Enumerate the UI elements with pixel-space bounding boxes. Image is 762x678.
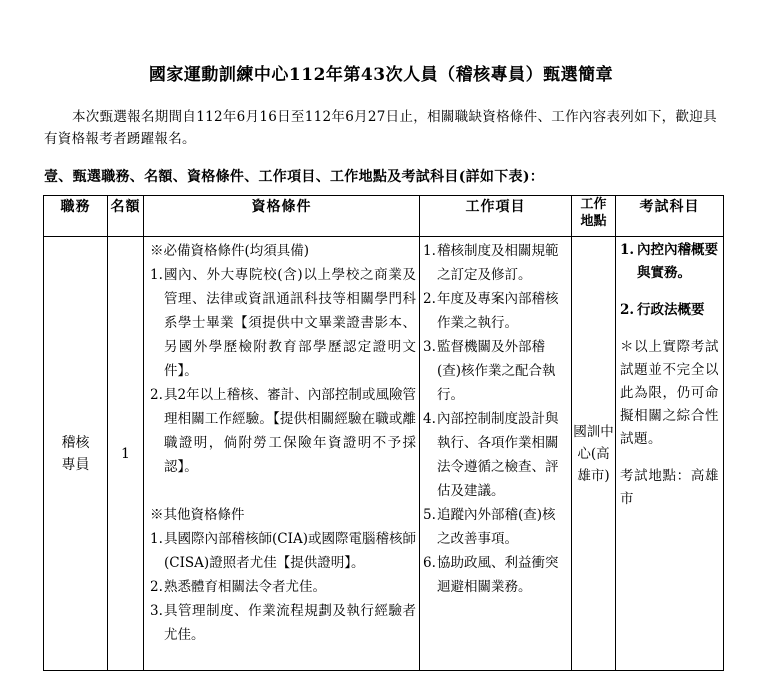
- header-location-line1: 工作: [580, 197, 607, 212]
- item-number: 2.: [620, 302, 635, 318]
- item-text: 內部控制制度設計與執行、各項作業相關法令遵循之檢查、評估及建議。: [437, 411, 559, 499]
- list-item: [423, 239, 569, 287]
- header-position: 職務: [44, 196, 108, 237]
- item-text: 國內、外大專院校(含)以上學校之商業及管理、法律或資訊通訊科技等相關學門科系學士畢業【須提供中文畢業證書影本、另國外學歷檢附教育部學歷認定證明文件】。: [164, 267, 416, 379]
- header-exam: 考試科目: [616, 196, 724, 237]
- item-number: 1.: [620, 242, 635, 258]
- item-number: 4.: [423, 411, 436, 427]
- item-number: 2.: [423, 291, 436, 307]
- section-heading: 壹、甄選職務、名額、資格條件、工作項目、工作地點及考試科目(詳如下表)：: [44, 169, 545, 185]
- item-text: 監督機關及外部稽(查)核作業之配合執行。: [437, 339, 556, 403]
- other-header: ※其他資格條件: [150, 507, 245, 523]
- table-row: [44, 237, 724, 671]
- duties-cell: [420, 237, 572, 671]
- exam-venue: 考試地點：高雄市: [620, 468, 719, 507]
- header-location: [572, 196, 616, 237]
- item-text: 追蹤內外部稽(查)核之改善事項。: [437, 507, 556, 547]
- position-line1: 稽核: [61, 434, 90, 451]
- item-text: 年度及專案內部稽核作業之執行。: [437, 291, 559, 331]
- item-text: 具2年以上稽核、審計、內部控制或風險管理相關工作經驗。【提供相關經驗在職或離職證明，倘附勞工保險年資證明不予採認】。: [164, 387, 416, 475]
- item-text: 稽核制度及相關規範之訂定及修訂。: [437, 243, 559, 283]
- list-item: [423, 407, 569, 503]
- list-item: [423, 335, 569, 407]
- location-cell: 國訓中心(高雄市): [572, 237, 616, 671]
- item-number: 2.: [150, 579, 163, 595]
- list-item: [150, 527, 416, 575]
- exam-cell: [616, 237, 724, 671]
- table-header-row: [44, 196, 724, 237]
- list-item: [150, 263, 416, 383]
- list-item: [423, 551, 569, 599]
- spacer: [620, 322, 719, 336]
- list-item: [423, 503, 569, 551]
- item-number: 1.: [150, 267, 163, 283]
- item-number: 1.: [150, 531, 163, 547]
- quota-cell: 1: [108, 237, 144, 671]
- item-number: 1.: [423, 243, 436, 259]
- item-number: 2.: [150, 387, 163, 403]
- position-line2: 專員: [61, 456, 90, 473]
- intro-paragraph: 本次甄選報名期間自112年6月16日至112年6月27日止，相關職缺資格條件、工作內容表列如下，歡迎具有資格報考者踴躍報名。: [44, 109, 717, 147]
- recruitment-table: [43, 195, 724, 671]
- list-item: [150, 599, 416, 647]
- list-item: [150, 575, 416, 599]
- list-item: [423, 287, 569, 335]
- header-location-line2: 地點: [580, 214, 607, 229]
- exam-note: ＊以上實際考試試題並不完全以此為限，仍可命擬相關之綜合性試題。: [620, 339, 719, 447]
- item-text: 協助政風、利益衝突迴避相關業務。: [437, 555, 559, 595]
- item-text: 熟悉體育相關法令者尤佳。: [164, 579, 326, 595]
- item-number: 6.: [423, 555, 436, 571]
- spacer: [150, 479, 416, 503]
- header-quota: 名額: [108, 196, 144, 237]
- page-title: 國家運動訓練中心112年第43次人員（稽核專員）甄選簡章: [148, 65, 614, 85]
- header-duties: 工作項目: [420, 196, 572, 237]
- exam-subject: [620, 299, 719, 322]
- header-qualifications: 資格條件: [144, 196, 420, 237]
- list-item: [150, 383, 416, 479]
- spacer: [620, 285, 719, 299]
- item-number: 3.: [150, 603, 163, 619]
- item-text: 行政法概要: [637, 302, 705, 318]
- position-cell: [44, 237, 108, 671]
- item-text: 具管理制度、作業流程規劃及執行經驗者尤佳。: [164, 603, 416, 643]
- item-number: 3.: [423, 339, 436, 355]
- spacer: [620, 451, 719, 465]
- qualifications-cell: [144, 237, 420, 671]
- required-header: ※必備資格條件(均須具備): [150, 243, 310, 259]
- item-number: 5.: [423, 507, 436, 523]
- item-text: 內控內稽概要與實務。: [637, 242, 718, 281]
- item-text: 具國際內部稽核師(CIA)或國際電腦稽核師(CISA)證照者尤佳【提供證明】。: [164, 531, 416, 571]
- exam-subject: [620, 239, 719, 285]
